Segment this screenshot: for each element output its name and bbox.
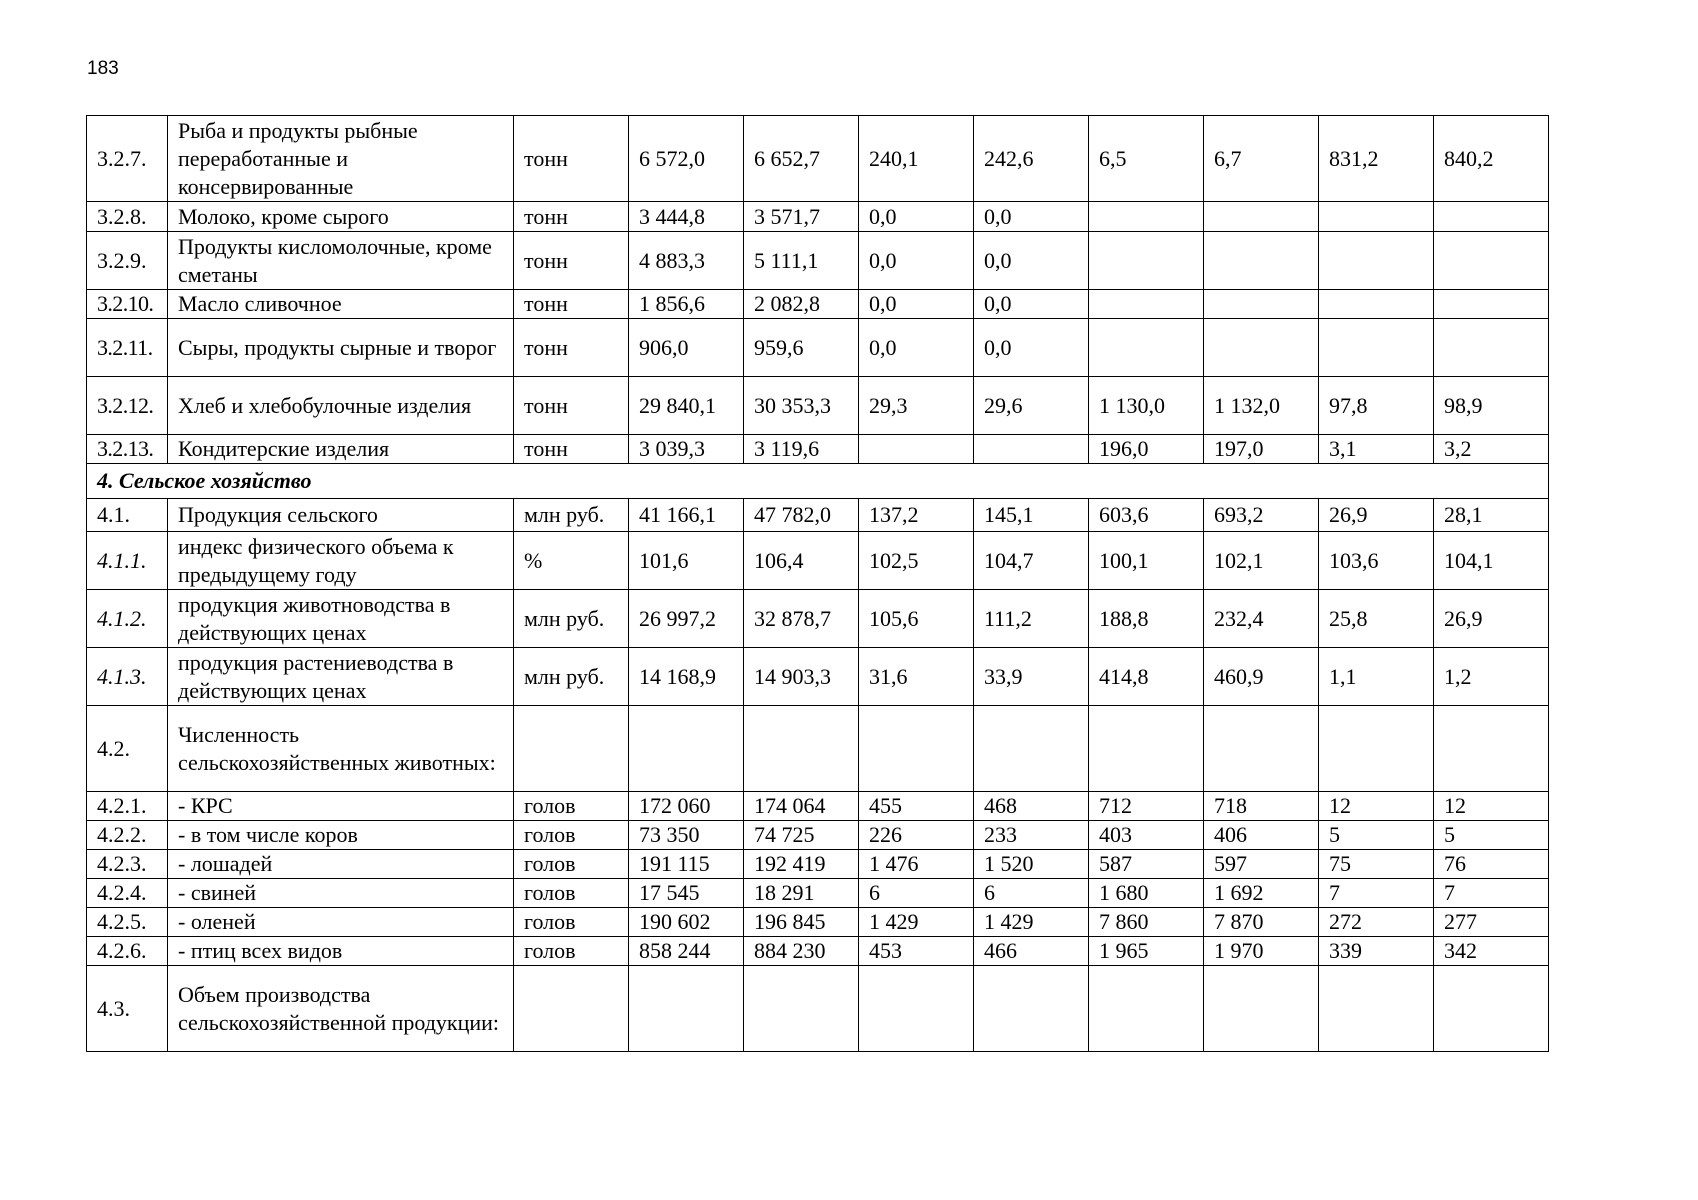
row-unit: голов xyxy=(514,879,629,908)
value-cell: 240,1 xyxy=(859,116,974,202)
value-cell: 172 060 xyxy=(629,792,744,821)
value-cell xyxy=(1204,290,1319,319)
value-cell: 1 520 xyxy=(974,850,1089,879)
value-cell xyxy=(859,966,974,1052)
value-cell: 858 244 xyxy=(629,937,744,966)
table-row xyxy=(87,706,1549,792)
value-cell: 831,2 xyxy=(1319,116,1434,202)
value-cell: 102,1 xyxy=(1204,532,1319,590)
table-row xyxy=(87,319,1549,377)
value-cell: 342 xyxy=(1434,937,1549,966)
value-cell: 7 xyxy=(1319,879,1434,908)
value-cell: 840,2 xyxy=(1434,116,1549,202)
value-cell: 26,9 xyxy=(1319,499,1434,532)
value-cell xyxy=(1089,706,1204,792)
value-cell: 5 111,1 xyxy=(744,232,859,290)
value-cell: 137,2 xyxy=(859,499,974,532)
value-cell: 232,4 xyxy=(1204,590,1319,648)
row-name: Кондитерские изделия xyxy=(168,435,514,464)
row-name: Хлеб и хлебобулочные изделия xyxy=(168,377,514,435)
row-unit: % xyxy=(514,532,629,590)
row-name: Масло сливочное xyxy=(168,290,514,319)
value-cell: 6 572,0 xyxy=(629,116,744,202)
value-cell: 3 119,6 xyxy=(744,435,859,464)
value-cell: 7 860 xyxy=(1089,908,1204,937)
row-code: 4.1. xyxy=(87,499,168,532)
value-cell xyxy=(859,435,974,464)
row-unit: голов xyxy=(514,937,629,966)
value-cell: 17 545 xyxy=(629,879,744,908)
value-cell: 0,0 xyxy=(974,319,1089,377)
value-cell: 1 970 xyxy=(1204,937,1319,966)
value-cell: 26,9 xyxy=(1434,590,1549,648)
value-cell: 6,5 xyxy=(1089,116,1204,202)
row-unit: тонн xyxy=(514,377,629,435)
value-cell xyxy=(1089,232,1204,290)
row-name: - КРС xyxy=(168,792,514,821)
value-cell: 47 782,0 xyxy=(744,499,859,532)
value-cell: 4 883,3 xyxy=(629,232,744,290)
value-cell xyxy=(1089,202,1204,232)
table-row xyxy=(87,590,1549,648)
row-unit: тонн xyxy=(514,116,629,202)
value-cell: 226 xyxy=(859,821,974,850)
value-cell: 6 652,7 xyxy=(744,116,859,202)
row-code: 4.2.5. xyxy=(87,908,168,937)
row-name: Рыба и продукты рыбные переработанные и консервированные xyxy=(168,116,514,202)
row-code: 4.2.4. xyxy=(87,879,168,908)
value-cell: 3 039,3 xyxy=(629,435,744,464)
table-row xyxy=(87,937,1549,966)
value-cell: 468 xyxy=(974,792,1089,821)
value-cell: 190 602 xyxy=(629,908,744,937)
value-cell xyxy=(1319,290,1434,319)
value-cell xyxy=(1204,232,1319,290)
value-cell: 188,8 xyxy=(1089,590,1204,648)
row-name: Продукты кисломолочные, кроме сметаны xyxy=(168,232,514,290)
value-cell xyxy=(1089,966,1204,1052)
value-cell: 174 064 xyxy=(744,792,859,821)
table-row xyxy=(87,499,1549,532)
value-cell: 102,5 xyxy=(859,532,974,590)
value-cell: 106,4 xyxy=(744,532,859,590)
value-cell: 7 870 xyxy=(1204,908,1319,937)
value-cell: 1 680 xyxy=(1089,879,1204,908)
row-code: 4.1.1. xyxy=(87,532,168,590)
row-name: - оленей xyxy=(168,908,514,937)
value-cell: 74 725 xyxy=(744,821,859,850)
value-cell: 18 291 xyxy=(744,879,859,908)
value-cell xyxy=(974,706,1089,792)
value-cell xyxy=(1319,966,1434,1052)
value-cell: 884 230 xyxy=(744,937,859,966)
value-cell: 197,0 xyxy=(1204,435,1319,464)
row-unit: тонн xyxy=(514,435,629,464)
value-cell: 6,7 xyxy=(1204,116,1319,202)
value-cell: 587 xyxy=(1089,850,1204,879)
value-cell: 41 166,1 xyxy=(629,499,744,532)
value-cell xyxy=(1204,966,1319,1052)
row-unit: тонн xyxy=(514,202,629,232)
table-row xyxy=(87,202,1549,232)
value-cell: 406 xyxy=(1204,821,1319,850)
table-row xyxy=(87,966,1549,1052)
value-cell xyxy=(744,706,859,792)
table-row xyxy=(87,792,1549,821)
value-cell: 0,0 xyxy=(859,290,974,319)
value-cell xyxy=(1434,232,1549,290)
value-cell xyxy=(1434,290,1549,319)
value-cell: 103,6 xyxy=(1319,532,1434,590)
row-code: 4.2.2. xyxy=(87,821,168,850)
value-cell: 693,2 xyxy=(1204,499,1319,532)
row-unit: млн руб. xyxy=(514,648,629,706)
value-cell: 460,9 xyxy=(1204,648,1319,706)
row-unit xyxy=(514,966,629,1052)
value-cell xyxy=(1319,202,1434,232)
value-cell: 959,6 xyxy=(744,319,859,377)
value-cell: 32 878,7 xyxy=(744,590,859,648)
table-row xyxy=(87,435,1549,464)
value-cell: 196 845 xyxy=(744,908,859,937)
value-cell: 1 965 xyxy=(1089,937,1204,966)
value-cell xyxy=(1319,319,1434,377)
value-cell: 31,6 xyxy=(859,648,974,706)
row-code: 3.2.11. xyxy=(87,319,168,377)
value-cell: 1,2 xyxy=(1434,648,1549,706)
row-name: Молоко, кроме сырого xyxy=(168,202,514,232)
table-body xyxy=(87,116,1549,1052)
row-code: 3.2.7. xyxy=(87,116,168,202)
value-cell xyxy=(1089,290,1204,319)
value-cell: 603,6 xyxy=(1089,499,1204,532)
value-cell: 1 692 xyxy=(1204,879,1319,908)
value-cell: 0,0 xyxy=(859,319,974,377)
row-code: 4.2.3. xyxy=(87,850,168,879)
value-cell: 414,8 xyxy=(1089,648,1204,706)
row-unit: голов xyxy=(514,908,629,937)
value-cell xyxy=(1434,966,1549,1052)
value-cell: 29 840,1 xyxy=(629,377,744,435)
value-cell: 242,6 xyxy=(974,116,1089,202)
value-cell: 5 xyxy=(1319,821,1434,850)
value-cell xyxy=(1319,232,1434,290)
row-name: продукция животноводства в действующих ценах xyxy=(168,590,514,648)
row-name: - лошадей xyxy=(168,850,514,879)
value-cell xyxy=(744,966,859,1052)
value-cell xyxy=(1319,706,1434,792)
value-cell: 105,6 xyxy=(859,590,974,648)
section-title: 4. Сельское хозяйство xyxy=(87,464,1549,499)
value-cell xyxy=(629,966,744,1052)
value-cell: 233 xyxy=(974,821,1089,850)
value-cell xyxy=(1434,202,1549,232)
table-row xyxy=(87,908,1549,937)
value-cell xyxy=(1204,319,1319,377)
value-cell: 111,2 xyxy=(974,590,1089,648)
row-code: 3.2.10. xyxy=(87,290,168,319)
value-cell: 0,0 xyxy=(974,290,1089,319)
value-cell: 1 132,0 xyxy=(1204,377,1319,435)
value-cell: 14 168,9 xyxy=(629,648,744,706)
row-code: 4.2.6. xyxy=(87,937,168,966)
row-unit: тонн xyxy=(514,232,629,290)
value-cell: 718 xyxy=(1204,792,1319,821)
value-cell: 196,0 xyxy=(1089,435,1204,464)
row-code: 4.2. xyxy=(87,706,168,792)
value-cell: 403 xyxy=(1089,821,1204,850)
table-row xyxy=(87,532,1549,590)
row-name: Сыры, продукты сырные и творог xyxy=(168,319,514,377)
row-code: 3.2.9. xyxy=(87,232,168,290)
value-cell: 6 xyxy=(974,879,1089,908)
row-unit: тонн xyxy=(514,319,629,377)
table-row xyxy=(87,879,1549,908)
value-cell xyxy=(1434,706,1549,792)
value-cell xyxy=(1204,202,1319,232)
value-cell: 192 419 xyxy=(744,850,859,879)
value-cell: 0,0 xyxy=(974,202,1089,232)
row-name: Объем производства сельскохозяйственной продукции: xyxy=(168,966,514,1052)
value-cell: 145,1 xyxy=(974,499,1089,532)
value-cell: 104,1 xyxy=(1434,532,1549,590)
value-cell: 12 xyxy=(1319,792,1434,821)
value-cell: 3,1 xyxy=(1319,435,1434,464)
value-cell: 339 xyxy=(1319,937,1434,966)
section-row xyxy=(87,464,1549,499)
row-name: Численность сельскохозяйственных животных: xyxy=(168,706,514,792)
value-cell: 466 xyxy=(974,937,1089,966)
value-cell: 29,6 xyxy=(974,377,1089,435)
row-name: продукция растениеводства в действующих ценах xyxy=(168,648,514,706)
value-cell: 597 xyxy=(1204,850,1319,879)
value-cell: 101,6 xyxy=(629,532,744,590)
value-cell: 455 xyxy=(859,792,974,821)
value-cell: 104,7 xyxy=(974,532,1089,590)
value-cell: 1 476 xyxy=(859,850,974,879)
row-name: - птиц всех видов xyxy=(168,937,514,966)
value-cell: 3 571,7 xyxy=(744,202,859,232)
page-number: 183 xyxy=(87,58,119,79)
value-cell: 1 429 xyxy=(859,908,974,937)
value-cell xyxy=(1089,319,1204,377)
value-cell: 26 997,2 xyxy=(629,590,744,648)
value-cell: 1,1 xyxy=(1319,648,1434,706)
row-name: - в том числе коров xyxy=(168,821,514,850)
value-cell: 7 xyxy=(1434,879,1549,908)
row-unit: тонн xyxy=(514,290,629,319)
value-cell: 33,9 xyxy=(974,648,1089,706)
table-row xyxy=(87,232,1549,290)
value-cell: 0,0 xyxy=(859,202,974,232)
value-cell: 30 353,3 xyxy=(744,377,859,435)
value-cell xyxy=(629,706,744,792)
table-row xyxy=(87,821,1549,850)
row-code: 3.2.8. xyxy=(87,202,168,232)
value-cell: 1 130,0 xyxy=(1089,377,1204,435)
table-row xyxy=(87,850,1549,879)
value-cell: 29,3 xyxy=(859,377,974,435)
value-cell: 76 xyxy=(1434,850,1549,879)
value-cell: 14 903,3 xyxy=(744,648,859,706)
value-cell: 98,9 xyxy=(1434,377,1549,435)
row-unit: голов xyxy=(514,792,629,821)
row-code: 3.2.12. xyxy=(87,377,168,435)
value-cell: 712 xyxy=(1089,792,1204,821)
value-cell: 100,1 xyxy=(1089,532,1204,590)
value-cell: 453 xyxy=(859,937,974,966)
value-cell xyxy=(974,966,1089,1052)
row-unit: млн руб. xyxy=(514,499,629,532)
row-code: 4.2.1. xyxy=(87,792,168,821)
value-cell: 0,0 xyxy=(974,232,1089,290)
row-unit: млн руб. xyxy=(514,590,629,648)
value-cell: 277 xyxy=(1434,908,1549,937)
value-cell: 3,2 xyxy=(1434,435,1549,464)
row-code: 4.3. xyxy=(87,966,168,1052)
value-cell: 1 429 xyxy=(974,908,1089,937)
value-cell: 28,1 xyxy=(1434,499,1549,532)
row-unit: голов xyxy=(514,850,629,879)
value-cell: 12 xyxy=(1434,792,1549,821)
value-cell: 1 856,6 xyxy=(629,290,744,319)
value-cell: 191 115 xyxy=(629,850,744,879)
value-cell: 25,8 xyxy=(1319,590,1434,648)
value-cell xyxy=(859,706,974,792)
value-cell: 73 350 xyxy=(629,821,744,850)
row-name: индекс физического объема к предыдущему году xyxy=(168,532,514,590)
table-row xyxy=(87,377,1549,435)
table-row xyxy=(87,116,1549,202)
row-unit: голов xyxy=(514,821,629,850)
value-cell: 5 xyxy=(1434,821,1549,850)
value-cell: 3 444,8 xyxy=(629,202,744,232)
row-code: 4.1.3. xyxy=(87,648,168,706)
value-cell xyxy=(1434,319,1549,377)
value-cell: 906,0 xyxy=(629,319,744,377)
table-row xyxy=(87,648,1549,706)
value-cell: 6 xyxy=(859,879,974,908)
row-name: - свиней xyxy=(168,879,514,908)
row-code: 3.2.13. xyxy=(87,435,168,464)
table-row xyxy=(87,290,1549,319)
value-cell xyxy=(974,435,1089,464)
value-cell: 2 082,8 xyxy=(744,290,859,319)
row-name: Продукция сельского xyxy=(168,499,514,532)
value-cell: 75 xyxy=(1319,850,1434,879)
value-cell: 97,8 xyxy=(1319,377,1434,435)
value-cell: 272 xyxy=(1319,908,1434,937)
statistics-table xyxy=(86,115,1549,1052)
row-unit xyxy=(514,706,629,792)
value-cell: 0,0 xyxy=(859,232,974,290)
row-code: 4.1.2. xyxy=(87,590,168,648)
value-cell xyxy=(1204,706,1319,792)
